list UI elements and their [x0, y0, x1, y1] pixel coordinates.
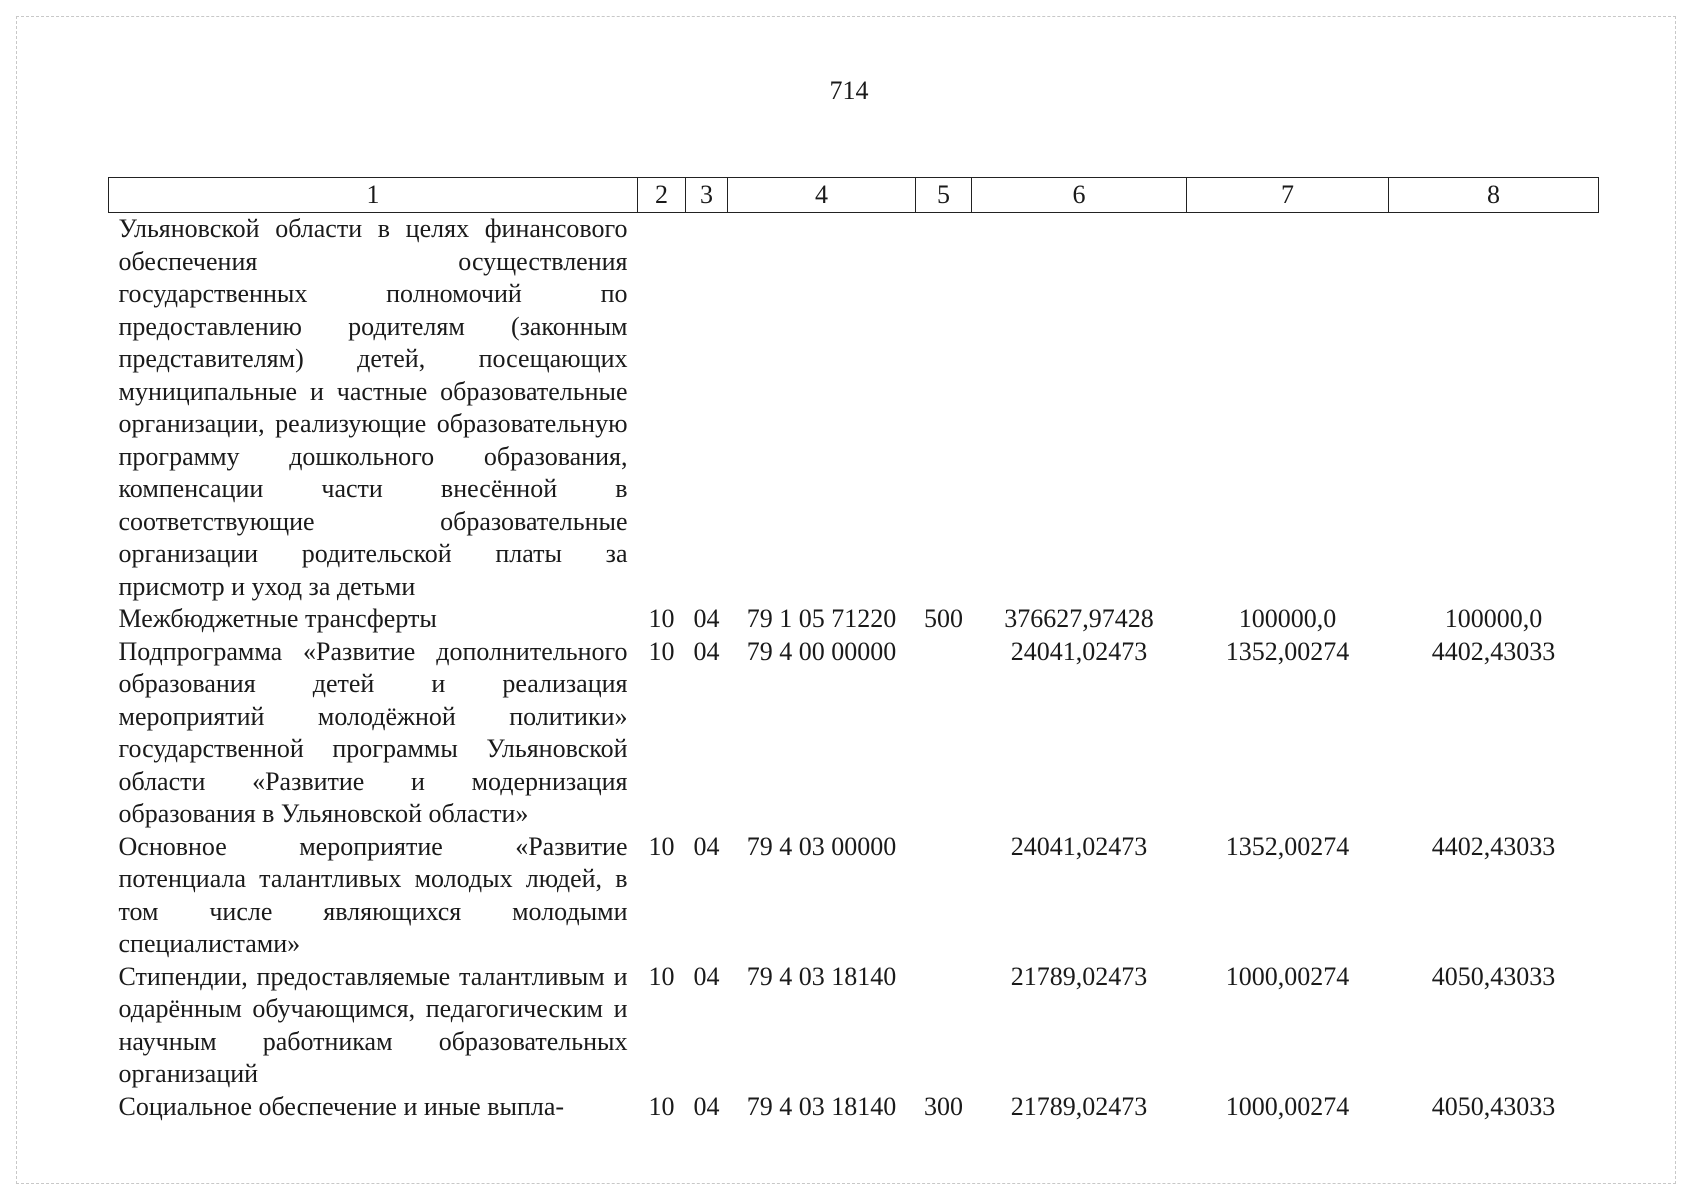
target-article-cell: 79 4 03 18140: [746, 1091, 897, 1121]
expense-name-cell: Основное мероприятие «Развитие потенциала талантливых молодых людей, в том числе являющихся молодыми специалистами»: [118, 831, 628, 958]
amount-cell: 4402,43033: [1431, 636, 1556, 666]
subsection-code-cell: 04: [693, 831, 720, 861]
expense-type-cell: [916, 636, 972, 831]
section-code-cell: 10: [648, 636, 675, 666]
table-row: [109, 603, 1599, 636]
page-number: 714: [829, 76, 869, 105]
column-header: 4: [728, 178, 916, 213]
target-article-cell: [728, 213, 916, 604]
table-row: [109, 961, 1599, 1091]
expense-name-cell: Стипендии, предоставляемые талантливым и одарённым обучающимся, педагогическим и научным работникам образовательных организаций: [118, 961, 628, 1088]
amount-cell: 4050,43033: [1431, 1091, 1556, 1121]
amount-cell: 376627,97428: [1004, 604, 1154, 633]
target-article-cell: 79 4 03 00000: [746, 831, 897, 861]
column-header: 6: [972, 178, 1187, 213]
table-row: [109, 1091, 1599, 1124]
table-header-row: [109, 178, 1599, 213]
amount-cell: 4050,43033: [1431, 961, 1556, 991]
column-header: 2: [638, 178, 686, 213]
subsection-code-cell: [686, 213, 728, 604]
subsection-code-cell: 04: [693, 1091, 720, 1121]
amount-cell: 100000,0: [1444, 604, 1543, 633]
expense-name-cell: Межбюджетные трансферты: [118, 604, 437, 633]
amount-cell: [1389, 213, 1599, 604]
amount-cell: 24041,02473: [1010, 636, 1148, 666]
section-code-cell: 10: [648, 1091, 675, 1121]
amount-cell: 21789,02473: [1010, 1091, 1148, 1121]
section-code-cell: 10: [648, 604, 675, 633]
amount-cell: 100000,0: [1238, 604, 1337, 633]
section-code-cell: [638, 213, 686, 604]
expense-name-cell: Подпрограмма «Развитие дополнительного образования детей и реализация мероприятий молодёжной политики» государственной программы Ульяновской области «Развитие и модернизация образования в Ульяновской области»: [118, 636, 628, 828]
amount-cell: 1352,00274: [1225, 636, 1350, 666]
column-header: 3: [686, 178, 728, 213]
expense-type-cell: [916, 961, 972, 1091]
expense-type-cell: [916, 831, 972, 961]
target-article-cell: 79 4 00 00000: [746, 636, 897, 666]
expense-type-cell: 300: [924, 1091, 963, 1121]
table-row: [109, 831, 1599, 961]
expense-name-cell: Социальное обеспечение и иные выпла-: [118, 1091, 565, 1121]
subsection-code-cell: 04: [693, 604, 720, 633]
column-header: 8: [1389, 178, 1599, 213]
amount-cell: 1352,00274: [1225, 831, 1350, 861]
subsection-code-cell: 04: [693, 961, 720, 991]
section-code-cell: 10: [648, 831, 675, 861]
column-header: 1: [109, 178, 638, 213]
amount-cell: 4402,43033: [1431, 831, 1556, 861]
table-row: [109, 213, 1599, 604]
amount-cell: [1187, 213, 1389, 604]
target-article-cell: 79 4 03 18140: [746, 961, 897, 991]
amount-cell: [972, 213, 1187, 604]
amount-cell: 1000,00274: [1225, 961, 1350, 991]
column-header: 5: [916, 178, 972, 213]
target-article-cell: 79 1 05 71220: [746, 604, 897, 633]
amount-cell: 21789,02473: [1010, 961, 1148, 991]
table-row: [109, 636, 1599, 831]
amount-cell: 24041,02473: [1010, 831, 1148, 861]
section-code-cell: 10: [648, 961, 675, 991]
amount-cell: 1000,00274: [1225, 1091, 1350, 1121]
expense-type-cell: 500: [924, 604, 963, 633]
expense-type-cell: [916, 213, 972, 604]
budget-table: [108, 177, 1599, 1123]
subsection-code-cell: 04: [693, 636, 720, 666]
column-header: 7: [1187, 178, 1389, 213]
expense-name-cell: Ульяновской области в целях финансового обеспечения осуществления государственных полномочий по предоставлению родителям (законным представителям) детей, посещающих муниципальные и частные образовательные организации, реализующие образовательную программу дошкольного образования, компенсации части внесённой в соответствующие образовательные организации родительской платы за присмотр и уход за детьми: [118, 214, 628, 601]
